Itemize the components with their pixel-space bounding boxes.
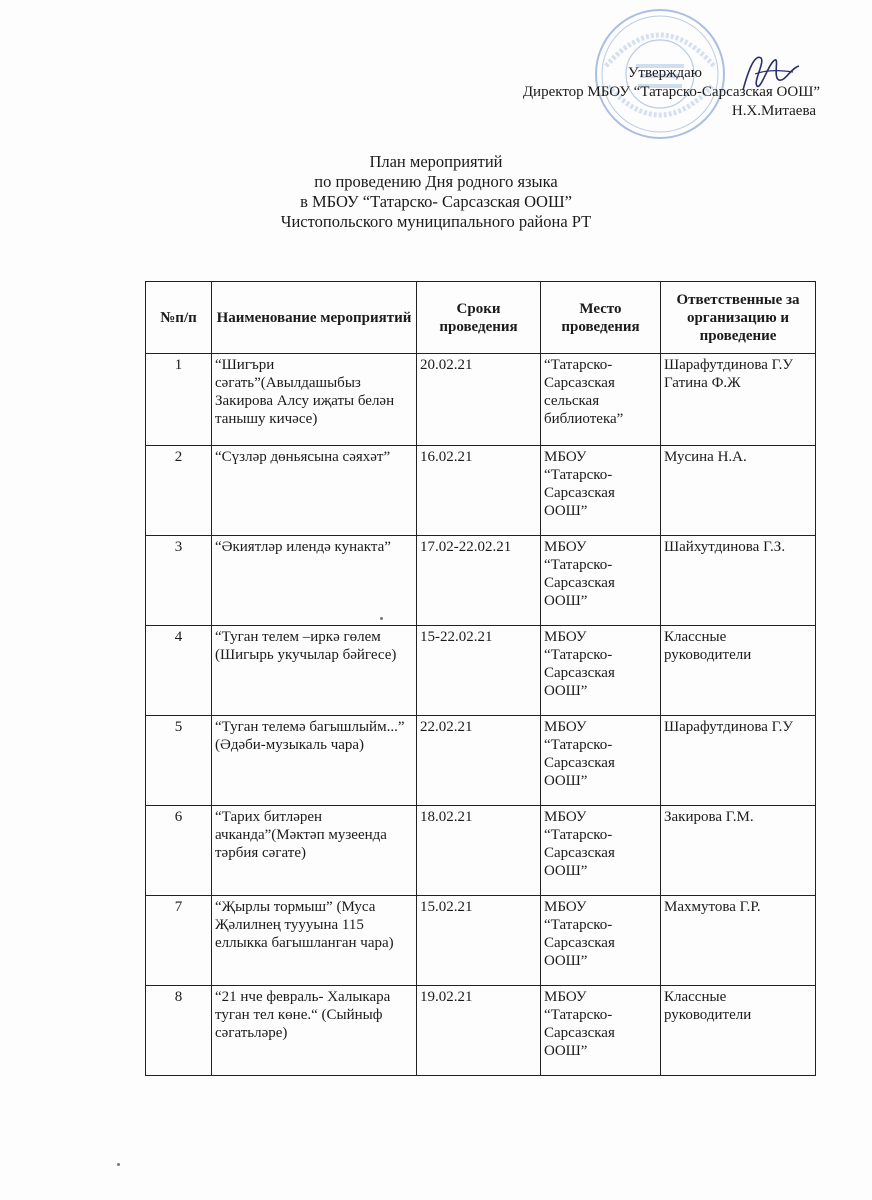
table-row [146, 354, 816, 446]
table-row [146, 896, 816, 986]
table-row [146, 626, 816, 716]
cell-date: 19.02.21 [417, 986, 541, 1076]
cell-place: “Татарско-Сарсазская сельская библиотека” [541, 354, 661, 446]
cell-name: “Тарих битләрен ачканда”(Мәктәп музеенда тәрбия сәгате) [212, 806, 417, 896]
cell-place: МБОУ “Татарско-Сарсазская ООШ” [541, 626, 661, 716]
events-table [145, 281, 816, 1076]
cell-number: 5 [146, 716, 212, 806]
cell-name: “Җырлы тормыш” (Муса Җәлилнең туууына 115 еллыкка багышланган чара) [212, 896, 417, 986]
header-number: №п/п [146, 282, 212, 354]
cell-responsible: Мусина Н.А. [661, 446, 816, 536]
cell-responsible: Шарафутдинова Г.У [661, 716, 816, 806]
cell-name: “Шигъри сәгать”(Авылдашыбыз Закирова Алсу иҗаты белән танышу кичәсе) [212, 354, 417, 446]
cell-place: МБОУ “Татарско-Сарсазская ООШ” [541, 986, 661, 1076]
title-line-1: План мероприятий [369, 152, 503, 171]
table-row [146, 806, 816, 896]
cell-responsible: Классные руководители [661, 986, 816, 1076]
cell-number: 1 [146, 354, 212, 446]
cell-date: 16.02.21 [417, 446, 541, 536]
table-row [146, 986, 816, 1076]
cell-date: 17.02-22.02.21 [417, 536, 541, 626]
cell-date: 15-22.02.21 [417, 626, 541, 716]
cell-number: 6 [146, 806, 212, 896]
cell-responsible: Классные руководители [661, 626, 816, 716]
approval-line-director: Директор МБОУ “Татарско-Сарсазская ООШ” [522, 84, 820, 100]
cell-responsible: Закирова Г.М. [661, 806, 816, 896]
cell-responsible: Шарафутдинова Г.У Гатина Ф.Ж [661, 354, 816, 446]
cell-name: “Туган телемә багышлыйм...” (Әдәби-музыкаль чара) [212, 716, 417, 806]
cell-number: 2 [146, 446, 212, 536]
cell-name: “Әкиятләр илендә кунакта” [212, 536, 417, 626]
table-row [146, 536, 816, 626]
approval-line-name: Н.Х.Митаева [731, 103, 816, 119]
title-line-3: в МБОУ “Татарско- Сарсазская ООШ” [300, 192, 572, 211]
cell-place: МБОУ “Татарско-Сарсазская ООШ” [541, 806, 661, 896]
cell-date: 22.02.21 [417, 716, 541, 806]
cell-number: 3 [146, 536, 212, 626]
scan-speck [380, 617, 383, 620]
title-line-4: Чистопольского муниципального района РТ [280, 212, 592, 231]
approval-line-approve: Утверждаю [627, 65, 702, 81]
cell-number: 7 [146, 896, 212, 986]
cell-place: МБОУ “Татарско-Сарсазская ООШ” [541, 536, 661, 626]
cell-place: МБОУ “Татарско-Сарсазская ООШ” [541, 896, 661, 986]
table-row [146, 446, 816, 536]
header-place: Место проведения [541, 282, 661, 354]
header-name: Наименование мероприятий [212, 282, 417, 354]
cell-name: “Сүзләр дөньясына сәяхәт” [212, 446, 417, 536]
cell-date: 18.02.21 [417, 806, 541, 896]
cell-place: МБОУ “Татарско-Сарсазская ООШ” [541, 716, 661, 806]
cell-place: МБОУ “Татарско-Сарсазская ООШ” [541, 446, 661, 536]
cell-name: “21 нче февраль- Халыкара туган тел көне.“ (Сыйныф сәгатьләре) [212, 986, 417, 1076]
header-date: Сроки проведения [417, 282, 541, 354]
cell-responsible: Махмутова Г.Р. [661, 896, 816, 986]
cell-number: 4 [146, 626, 212, 716]
document-title [0, 152, 872, 232]
table-header-row [146, 282, 816, 354]
title-line-2: по проведению Дня родного языка [314, 172, 558, 191]
scan-speck [117, 1163, 120, 1166]
header-responsible: Ответственные за организацию и проведение [661, 282, 816, 354]
cell-date: 15.02.21 [417, 896, 541, 986]
table-row [146, 716, 816, 806]
approval-block [523, 64, 820, 121]
cell-date: 20.02.21 [417, 354, 541, 446]
cell-responsible: Шайхутдинова Г.З. [661, 536, 816, 626]
cell-name: “Туган телем –иркә гөлем (Шигырь укучылар бәйгесе) [212, 626, 417, 716]
cell-number: 8 [146, 986, 212, 1076]
